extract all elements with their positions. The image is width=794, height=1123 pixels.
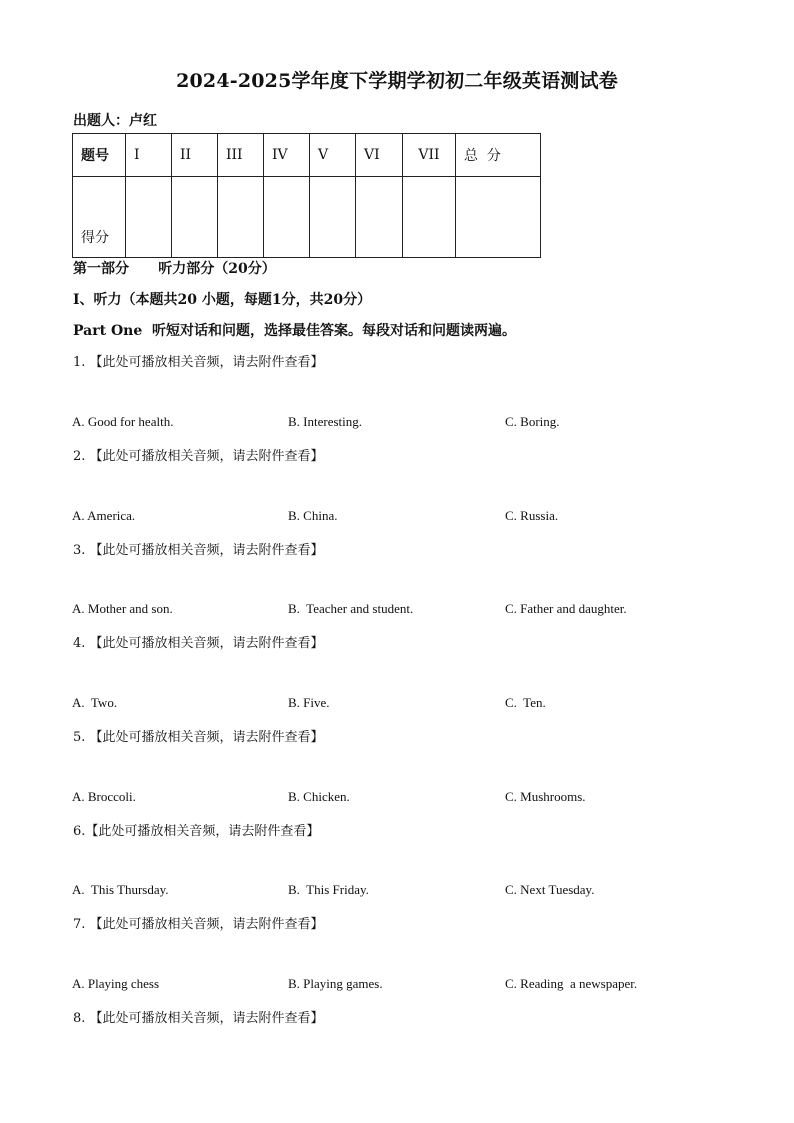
audio-placeholder[interactable]: 【此处可播放相关音频，请去附件查看】 — [89, 917, 324, 932]
option-c[interactable]: C. Reading a newspaper. — [505, 976, 638, 991]
section-heading: Ⅰ、听力（本题共20 小题，每题1分，共20分） — [73, 292, 372, 308]
setter-line: 出题人：卢红 — [73, 113, 157, 129]
option-a[interactable]: A. Broccoli. — [72, 789, 136, 804]
question-number: 8. — [73, 1011, 86, 1026]
question-number: 7. — [73, 917, 86, 932]
option-a[interactable]: A. Playing chess — [72, 976, 160, 991]
score-table — [72, 133, 541, 258]
option-b[interactable]: B. Chicken. — [288, 789, 350, 804]
question-number: 6. — [73, 824, 86, 839]
audio-placeholder[interactable]: 【此处可播放相关音频，请去附件查看】 — [89, 449, 324, 464]
score-header-cell: IV — [264, 134, 310, 177]
option-b[interactable]: B. Teacher and student. — [288, 601, 414, 616]
option-b[interactable]: B. China. — [288, 508, 338, 523]
option-c[interactable]: C. Ten. — [505, 695, 546, 710]
score-table-value-row — [73, 177, 541, 258]
score-header-cell: VII — [403, 134, 456, 177]
option-b[interactable]: B. Playing games. — [288, 976, 383, 991]
score-header-cell: I — [126, 134, 172, 177]
score-header-cell: III — [218, 134, 264, 177]
option-c[interactable]: C. Boring. — [505, 414, 560, 429]
score-header-cell: 题号 — [73, 134, 126, 177]
score-cell-5[interactable] — [310, 177, 356, 258]
question-4 — [73, 632, 324, 651]
score-header-cell: 总 分 — [456, 134, 541, 177]
question-number: 3. — [73, 543, 86, 558]
option-b[interactable]: B. Interesting. — [288, 414, 363, 429]
score-cell-4[interactable] — [264, 177, 310, 258]
score-cell-total[interactable] — [456, 177, 541, 258]
part-one-instruction: Part One 听短对话和问题，选择最佳答案。每段对话和问题读两遍。 — [73, 323, 516, 339]
option-b[interactable]: B. Five. — [288, 695, 330, 710]
score-cell-3[interactable] — [218, 177, 264, 258]
score-header-cell: VI — [356, 134, 403, 177]
question-number: 4. — [73, 636, 86, 651]
question-5 — [73, 726, 324, 745]
audio-placeholder[interactable]: 【此处可播放相关音频，请去附件查看】 — [89, 1011, 324, 1026]
question-7 — [73, 913, 324, 932]
score-cell-6[interactable] — [356, 177, 403, 258]
option-a[interactable]: A. This Thursday. — [72, 882, 169, 897]
question-number: 5. — [73, 730, 86, 745]
score-cell-1[interactable] — [126, 177, 172, 258]
audio-placeholder[interactable]: 【此处可播放相关音频，请去附件查看】 — [89, 636, 324, 651]
audio-placeholder[interactable]: 【此处可播放相关音频，请去附件查看】 — [89, 730, 324, 745]
score-header-cell: II — [172, 134, 218, 177]
audio-placeholder[interactable]: 【此处可播放相关音频，请去附件查看】 — [89, 355, 324, 370]
option-a[interactable]: A. Two. — [72, 695, 118, 710]
option-a[interactable]: A. Mother and son. — [72, 601, 173, 616]
question-1 — [73, 351, 324, 370]
score-table-header-row — [73, 134, 541, 177]
score-row-label: 得分 — [73, 177, 126, 258]
score-header-cell: V — [310, 134, 356, 177]
option-c[interactable]: C. Father and daughter. — [505, 601, 627, 616]
score-cell-2[interactable] — [172, 177, 218, 258]
question-number: 1. — [73, 355, 86, 370]
option-b[interactable]: B. This Friday. — [288, 882, 369, 897]
option-c[interactable]: C. Mushrooms. — [505, 789, 586, 804]
option-c[interactable]: C. Russia. — [505, 508, 559, 523]
audio-placeholder[interactable]: 【此处可播放相关音频，请去附件查看】 — [85, 824, 320, 839]
score-cell-7[interactable] — [403, 177, 456, 258]
question-6 — [73, 820, 319, 839]
part-heading: 第一部分 听力部分（20分） — [73, 261, 276, 277]
option-c[interactable]: C. Next Tuesday. — [505, 882, 595, 897]
audio-placeholder[interactable]: 【此处可播放相关音频，请去附件查看】 — [89, 543, 324, 558]
question-3 — [73, 539, 324, 558]
option-a[interactable]: A. America. — [72, 508, 136, 523]
page-title: 2024-2025学年度下学期学初初二年级英语测试卷 — [176, 70, 618, 92]
question-2 — [73, 445, 324, 464]
question-8 — [73, 1007, 324, 1026]
question-number: 2. — [73, 449, 86, 464]
option-a[interactable]: A. Good for health. — [72, 414, 174, 429]
